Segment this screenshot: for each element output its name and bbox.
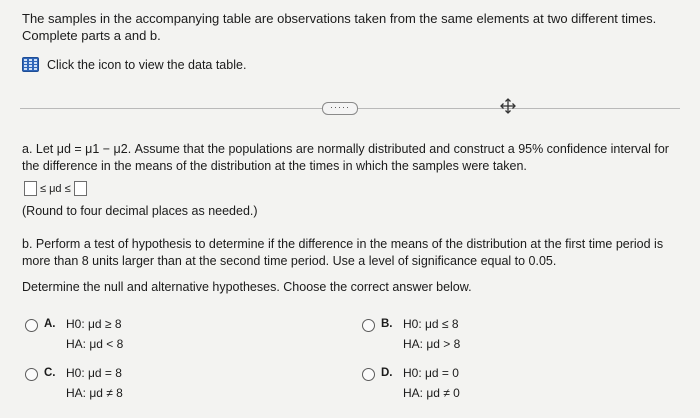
option-b-letter: B.: [381, 318, 393, 330]
ci-inequality: ≤ μd ≤: [40, 182, 71, 195]
option-d-ha: HA: μd ≠ 0: [403, 386, 460, 400]
ci-lower-input[interactable]: [24, 181, 37, 196]
option-d-radio[interactable]: [362, 368, 375, 381]
option-b-h0: H0: μd ≤ 8: [403, 317, 459, 331]
option-a-ha: HA: μd < 8: [66, 337, 124, 351]
option-d-letter: D.: [381, 367, 393, 379]
data-table-icon[interactable]: [22, 57, 39, 72]
option-a[interactable]: [25, 318, 123, 354]
option-b-ha: HA: μd > 8: [403, 337, 461, 351]
option-c-h0: H0: μd = 8: [66, 366, 122, 380]
move-icon[interactable]: [500, 98, 516, 114]
option-d[interactable]: [362, 367, 460, 403]
option-c-ha: HA: μd ≠ 8: [66, 386, 123, 400]
data-table-link[interactable]: [22, 57, 246, 72]
option-c-radio[interactable]: [25, 368, 38, 381]
part-b-text: b. Perform a test of hypothesis to determine if the difference in the means of the distribution at the first time period is more than 8 units larger than at the second time period. Use a level of significance equal to 0.05.: [22, 237, 664, 268]
option-c[interactable]: [25, 367, 123, 403]
part-a-text: a. Let μd = μ1 − μ2. Assume that the populations are normally distributed and construct a 95% confidence interval for the difference in the means of the distribution at the times in which the samples were taken.: [22, 142, 669, 173]
question-intro: The samples in the accompanying table are observations taken from the same elements at two different times. Complete parts a and b.: [22, 11, 657, 43]
determine-instruction: Determine the null and alternative hypotheses. Choose the correct answer below.: [22, 280, 472, 294]
section-divider: [0, 98, 700, 120]
expand-more-button[interactable]: ·····: [322, 102, 358, 115]
option-d-h0: H0: μd = 0: [403, 366, 459, 380]
data-table-link-label[interactable]: Click the icon to view the data table.: [47, 57, 247, 72]
option-a-h0: H0: μd ≥ 8: [66, 317, 122, 331]
option-c-letter: C.: [44, 367, 56, 379]
option-a-letter: A.: [44, 318, 56, 330]
option-a-radio[interactable]: [25, 319, 38, 332]
option-b-radio[interactable]: [362, 319, 375, 332]
option-b[interactable]: [362, 318, 460, 354]
confidence-interval-row: [24, 181, 87, 196]
round-note: (Round to four decimal places as needed.): [22, 204, 258, 218]
ci-upper-input[interactable]: [74, 181, 87, 196]
